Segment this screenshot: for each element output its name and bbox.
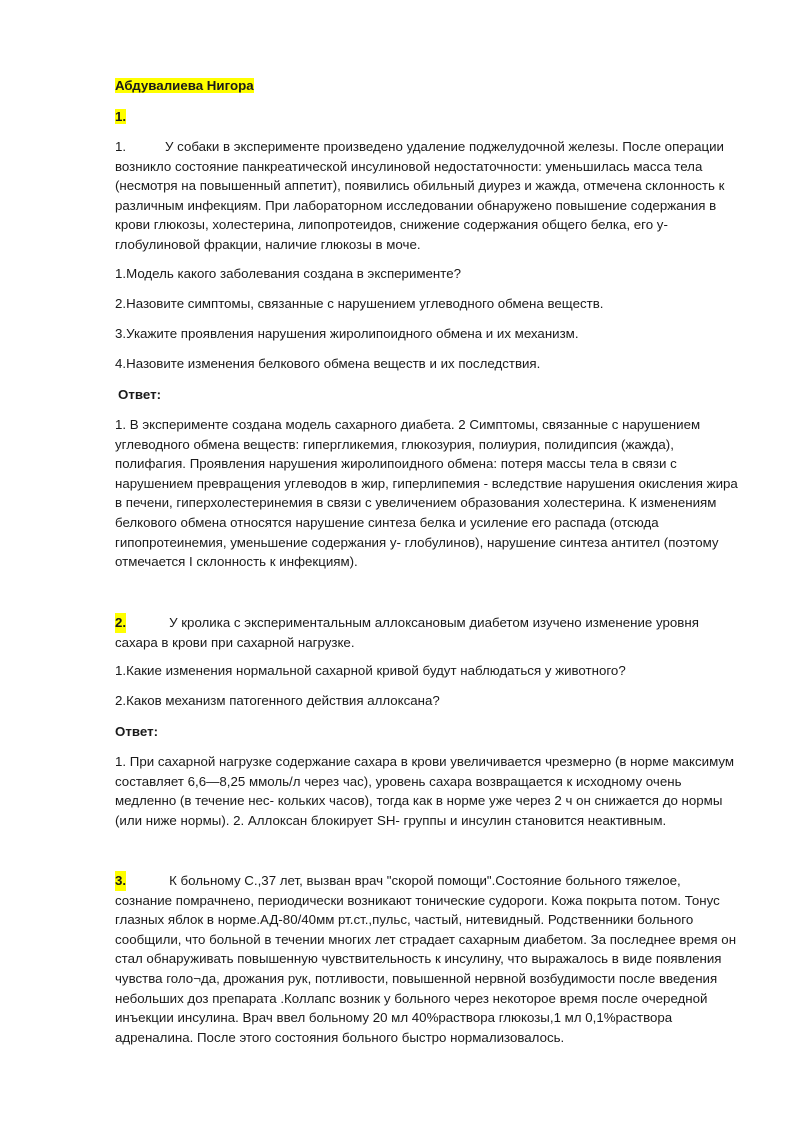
section-1-question-3: 3.Укажите проявления нарушения жиролипоидного обмена и их механизм. xyxy=(115,326,579,341)
section-1-condition xyxy=(115,137,740,255)
section-2-question-1: 1.Какие изменения нормальной сахарной кривой будут наблюдаться у животного? xyxy=(115,663,626,678)
section-1-question-4: 4.Назовите изменения белкового обмена веществ и их последствия. xyxy=(115,356,541,371)
section-2-condition xyxy=(115,613,740,652)
section-2-answer-label: Ответ: xyxy=(115,724,159,739)
section-1-heading xyxy=(115,107,740,127)
author-name: Абдувалиева Нигора xyxy=(115,78,254,93)
condition-number: 1. xyxy=(115,139,127,154)
section-2-question-2: 2.Каков механизм патогенного действия аллоксана? xyxy=(115,693,440,708)
condition-text: У собаки в эксперименте произведено удаление поджелудочной железы. После операции возникло состояние панкреатической инсулиновой недостаточности: уменьшилась масса тела (несмотря на повышенный аппетит), появились обильный диурез и жажда, отмечена склонность к различным инфекциям. При лабораторном исследовании обнаружено повышение содержания в крови глюкозы, холестерина, липопротеидов, снижение содержания общего белка, его у-глобулиновой фракции, наличие глюкозы в моче. xyxy=(115,139,725,252)
section-2-answer: 1. При сахарной нагрузке содержание сахара в крови увеличивается чрезмерно (в норме максимум составляет 6,6—8,25 ммоль/л через час), уровень сахара возвращается к исходному очень медленно (в течение нес- кольких часов), тогда как в норме уже через 2 ч он снижается до нормы (или ниже нормы). 2. Аллоксан блокирует SH- группы и инсулин становится неактивным. xyxy=(115,754,735,828)
section-1-answer-label: Ответ: xyxy=(118,387,162,402)
author-line xyxy=(115,76,740,96)
condition-text: К больному С.,37 лет, вызван врач "скорой помощи".Состояние больного тяжелое, сознание помрачнено, периодически возникают тонические судороги. Кожа покрыта потом. Тонус глазных яблок в норме.АД-80/40мм рт.ст.,пульс, частый, нитевидный. Родственники больного сообщили, что больной в течении многих лет страдает сахарным диабетом. За последнее время он стал обнаруживать повышенную чувствительность к инсулину, что выражалось в виде появления чувства голо¬да, дрожания рук, потливости, повышенной нервной возбудимости после введения небольших доз препарата .Коллапс возник у больного через некоторое время после очередной инъекции инсулина. Врач ввел больному 20 мл 40%раствора глюкозы,1 мл 0,1%раствора адреналина. После этого состояния больного быстро нормализовалось. xyxy=(115,873,737,1045)
section-3-condition xyxy=(115,871,740,1047)
section-1-question-2: 2.Назовите симптомы, связанные с нарушением углеводного обмена веществ. xyxy=(115,296,604,311)
condition-text: У кролика с экспериментальным аллоксановым диабетом изучено изменение уровня сахара в крови при сахарной нагрузке. xyxy=(115,615,699,650)
section-1-number: 1. xyxy=(115,109,127,124)
section-1-answer: 1. В эксперименте создана модель сахарного диабета. 2 Симптомы, связанные с нарушением углеводного обмена веществ: гипергликемия, глюкозурия, полиурия, полидипсия (жажда), полифагия. Проявления нарушения жиролипоидного обмена: потеря массы тела в связи с нарушением превращения углеводов в жир, гиперлипемия - вследствие нарушения окисления жира в печени, гиперхолестеринемия в связи с увеличением образования холестерина. К изменениям белкового обмена относятся нарушение синтеза белка и усиление его распада (отсюда гипопротеинемия, уменьшение содержания у- глобулинов), нарушение синтеза антител (поэтому отмечается I склонность к инфекциям). xyxy=(115,417,738,570)
section-3-number: 3. xyxy=(115,871,126,891)
section-1-question-1: 1.Модель какого заболевания создана в эксперименте? xyxy=(115,266,461,281)
section-2-number: 2. xyxy=(115,613,126,633)
